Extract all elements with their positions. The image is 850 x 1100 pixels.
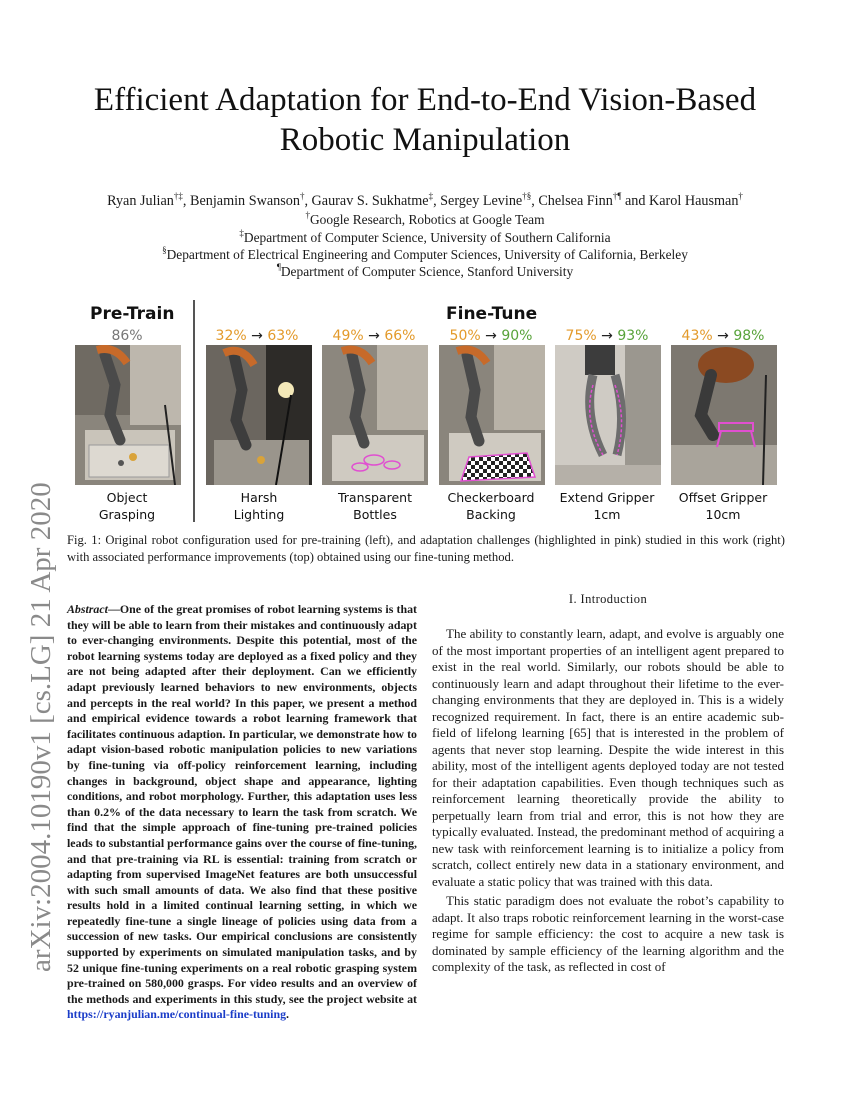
author-name: Karol Hausman — [648, 193, 739, 209]
panel-score: 49% → 66% — [332, 328, 416, 344]
introduction-body — [432, 626, 784, 976]
affiliation: †Google Research, Robotics at Google Team — [305, 210, 545, 227]
author-mark: †‡ — [173, 191, 183, 201]
abstract-label: Abstract — [67, 602, 108, 616]
panel-score: 50% → 90% — [449, 328, 533, 344]
panel-caption: Object Grasping — [98, 490, 156, 522]
affiliation: ¶Department of Computer Science, Stanford University — [276, 262, 574, 279]
arxiv-id: arXiv:2004.10190v1 [cs.LG] 21 Apr 2020 — [25, 482, 57, 972]
author-name: Benjamin Swanson — [189, 193, 300, 209]
project-link[interactable]: https://ryanjulian.me/continual-fine-tuning — [67, 1007, 287, 1022]
author-mark: † — [738, 191, 743, 201]
author-and: and — [624, 193, 646, 209]
abstract — [67, 602, 417, 1023]
author-name: Sergey Levine — [440, 193, 523, 209]
affiliation: ‡Department of Computer Science, University of Southern California — [239, 228, 611, 245]
author-name: Chelsea Finn — [538, 193, 613, 209]
panel-caption: Extend Gripper 1cm — [559, 490, 655, 522]
arxiv-stamp — [14, 300, 64, 1000]
author-mark: † — [299, 191, 305, 201]
robot-photo-object-grasping — [75, 345, 181, 485]
robot-photo-checkerboard-backing — [439, 345, 545, 485]
abstract-end: . — [286, 1007, 289, 1022]
panel-caption: Harsh Lighting — [233, 490, 285, 522]
panel-caption: Offset Gripper 10cm — [678, 490, 768, 522]
paper-title: Efficient Adaptation for End-to-End Vision-Based Robotic Manipulation — [93, 82, 757, 158]
author-mark: ‡ — [428, 191, 434, 201]
robot-photo-extend-gripper — [555, 345, 661, 485]
robot-photo-transparent-bottles — [322, 345, 428, 485]
abstract-text: —One of the great promises of robot learning systems is that they will be able to learn from their mistakes and continuously adapt to ever-changing environments. Despite this potential, most of the robot learning systems today are deployed as a fixed policy and they are not being adapted after their deployment. Can we efficiently adapt previously learned behaviors to new environments, objects and percepts in the real world? In this paper, we present a method and empirical evidence towards a robot learning framework that facilitates continuous adaption. In particular, we demonstrate how to adapt vision-based robotic manipulation policies to new variations by fine-tuning via off-policy reinforcement learning, including changes in background, object shape and appearance, lighting conditions, and robot morphology. Further, this adaptation uses less than 0.2% of the data necessary to learn the task from scratch. We find that the simple approach of fine-tuning pre-trained policies leads to substantial performance gains over the course of fine-tuning, and that pre-training via RL is essential: training from scratch or adapting from supervised ImageNet features are both unsuccessful with such small amounts of data. We also find that these positive results hold in a limited continual learning setting, in which we repeatedly fine-tune a single lineage of policies using data from a succession of new tasks. Our empirical conclusions are consistently supported by experiments on simulated manipulation tasks, and by 52 unique fine-tuning experiments on a real robotic grasping system pre-trained on 580,000 grasps. For video results and an overview of the methods and experiments in this study, see the project website at — [67, 602, 417, 1006]
panel-score: 86% — [111, 328, 143, 344]
section-heading: I. Introduction — [568, 592, 648, 606]
panel-caption: Transparent Bottles — [337, 490, 412, 522]
author-name: Ryan Julian — [107, 193, 174, 209]
author-name: Gaurav S. Sukhatme — [311, 193, 429, 209]
robot-photo-harsh-lighting — [206, 345, 312, 485]
paragraph: The ability to constantly learn, adapt, and evolve is arguably one of the most important properties of an intelligent agent prepared to exist in the real world. Similarly, our robots should be able to continuously learn and adapt throughout their lifetime to the ever-changing environments that they are deployed in. This is a widely recognized requirement. In fact, there is an entire academic sub-field of lifelong learning [65] that is interested in the problem of agents that never stop learning. Despite the wide interest in this ability, most of the intelligent agents deployed today are not tested for their adaptation capabilities. Even though techniques such as reinforcement learning theoretically provide the ability to perpetually learn from trial and error, this is not how they are typically evaluated. Instead, the predominant method of acquiring a new task with reinforcement learning is to initialize a policy from scratch, collect entirely new data in a stationary environment, and evaluate a static policy that was trained with this data. — [432, 626, 784, 889]
robot-photo-offset-gripper — [671, 345, 777, 485]
affiliation: §Department of Electrical Engineering and Computer Sciences, University of California, Berkeley — [162, 245, 688, 262]
panel-score: 75% → 93% — [565, 328, 649, 344]
panel-score: 43% → 98% — [681, 328, 765, 344]
author-mark: †§ — [522, 191, 532, 201]
pretrain-header: Pre-Train — [90, 304, 175, 324]
panel-score: 32% → 63% — [215, 328, 299, 344]
paragraph: This static paradigm does not evaluate the robot’s capability to adapt. It also traps robotic reinforcement learning in the worst-case regime for sample efficiency: the cost to acquire a new task is dominated by sample efficiency of the learning algorithm and the complexity of the task, as reflected in cost of — [432, 893, 784, 974]
figure-divider — [193, 300, 195, 522]
author-mark: †¶ — [612, 191, 622, 201]
figure-caption: Fig. 1: Original robot configuration used for pre-training (left), and adaptation challenges (highlighted in pink) studied in this work (right) with associated performance improvements (top) obtained using our fine-tuning method. — [67, 533, 785, 564]
author-list: Ryan Julian†‡, Benjamin Swanson†, Gaurav S. Sukhatme‡, Sergey Levine†§, Chelsea Finn†¶ and Karol Hausman† — [107, 191, 743, 209]
panel-caption: Checkerboard Backing — [447, 490, 535, 522]
finetune-header: Fine-Tune — [446, 304, 538, 324]
